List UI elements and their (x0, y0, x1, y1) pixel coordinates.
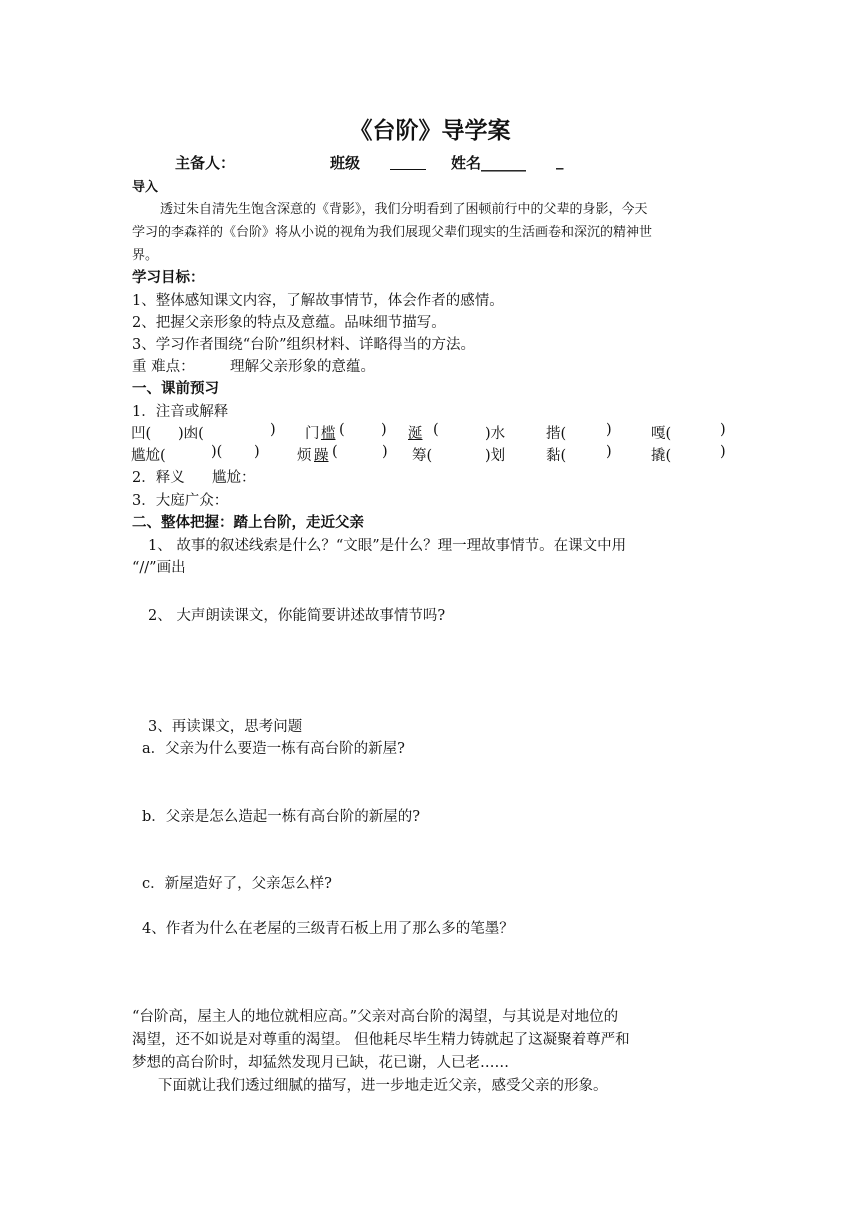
word-cell: 凹( (131, 426, 152, 442)
word-cell: )( (211, 444, 223, 460)
word-cell: 嘎( (651, 426, 672, 442)
class-blank[interactable] (390, 155, 426, 170)
overview-q1-line-2: “//”画出 (132, 560, 186, 576)
word-cell: ( (339, 422, 345, 438)
closing-line-3: 梦想的高台阶时，却猛然发现月已缺，花已谢，人已老…… (132, 1055, 509, 1071)
word-cell: ) (270, 422, 276, 438)
word-cell: 黏( (546, 448, 567, 464)
goal-item: 3、学习作者围绕“台阶”组织材料、详略得当的方法。 (132, 337, 476, 353)
page-title: 《台阶》导学案 (349, 118, 511, 144)
intro-line-1: 透过朱自清先生饱含深意的《背影》，我们分明看到了困顿前行中的父辈的身影，今天 (160, 202, 648, 217)
overview-q3c: c．新屋造好了，父亲怎么样? (142, 876, 332, 892)
word-cell: ) (382, 444, 388, 460)
closing-line-4: 下面就让我们透过细腻的描写，进一步地走近父亲，感受父亲的形象。 (158, 1078, 608, 1094)
class-label: 班级 (330, 154, 361, 172)
word-cell: 尴尬( (131, 448, 166, 464)
goal-item: 1、整体感知课文内容，了解故事情节，体会作者的感情。 (132, 293, 504, 309)
closing-line-2: 渴望，还不如说是对尊重的渴望。 但他耗尽毕生精力铸就起了这凝聚着尊严和 (132, 1032, 630, 1048)
preparer-label: 主备人： (175, 154, 236, 172)
word-cell: ) (606, 422, 612, 438)
word-cell: )凼( (178, 426, 204, 442)
word-cell: 槛 (321, 426, 336, 442)
goal-item: 2、把握父亲形象的特点及意蕴。品味细节描写。 (132, 315, 446, 331)
preview-heading: 一、课前预习 (132, 381, 219, 397)
focus-text: 理解父亲形象的意蕴。 (230, 359, 375, 375)
word-cell: ) (606, 444, 612, 460)
closing-line-1: “台阶高，屋主人的地位就相应高。”父亲对高台阶的渴望，与其说是对地位的 (132, 1009, 619, 1025)
overview-q4: 4、作者为什么在老屋的三级青石板上用了那么多的笔墨？ (142, 921, 514, 937)
overview-q2: 2、 大声朗读课文，你能简要讲述故事情节吗? (148, 608, 446, 624)
name-label: 姓名______ (451, 154, 527, 172)
goals-heading: 学习目标： (132, 270, 205, 286)
intro-heading: 导入 (132, 180, 159, 195)
word-cell: 揩( (546, 426, 567, 442)
overview-q3: 3、再读课文，思考问题 (148, 719, 303, 735)
word-cell: 烦 (297, 448, 312, 464)
intro-line-3: 界。 (132, 248, 159, 263)
word-cell: ) (254, 444, 260, 460)
name-trailing: _ (556, 152, 564, 170)
word-cell: ) (381, 422, 387, 438)
word-cell: ) (720, 422, 726, 438)
word-cell: 涎 (408, 426, 423, 442)
word-cell: 门 (305, 426, 320, 442)
word-cell: 筹( (412, 448, 433, 464)
word-cell: 躁 (314, 448, 329, 464)
word-cell: ( (332, 444, 338, 460)
overview-heading: 二、整体把握：踏上台阶，走近父亲 (132, 515, 364, 531)
word-cell: )水 (485, 426, 506, 442)
word-cell: 撬( (651, 448, 672, 464)
word-cell: )划 (485, 448, 506, 464)
overview-q3b: b．父亲是怎么造起一栋有高台阶的新屋的? (142, 809, 421, 825)
word-cell: ( (433, 422, 439, 438)
overview-q3a: a．父亲为什么要造一栋有高台阶的新屋? (142, 741, 405, 757)
word-cell: ) (720, 444, 726, 460)
overview-q1-line-1: 1、 故事的叙述线索是什么？“文眼”是什么？理一理故事情节。在课文中用 (148, 538, 627, 554)
preview-q1: 1．注音或解释 (132, 404, 229, 420)
focus-label: 重 难点： (132, 359, 195, 375)
preview-q2-word: 尴尬： (212, 470, 256, 486)
preview-q2-label: 2．释义 (132, 470, 185, 486)
intro-line-2: 学习的李森祥的《台阶》将从小说的视角为我们展现父辈们现实的生活画卷和深沉的精神世 (132, 225, 653, 240)
preview-q3: 3．大庭广众： (132, 493, 229, 509)
